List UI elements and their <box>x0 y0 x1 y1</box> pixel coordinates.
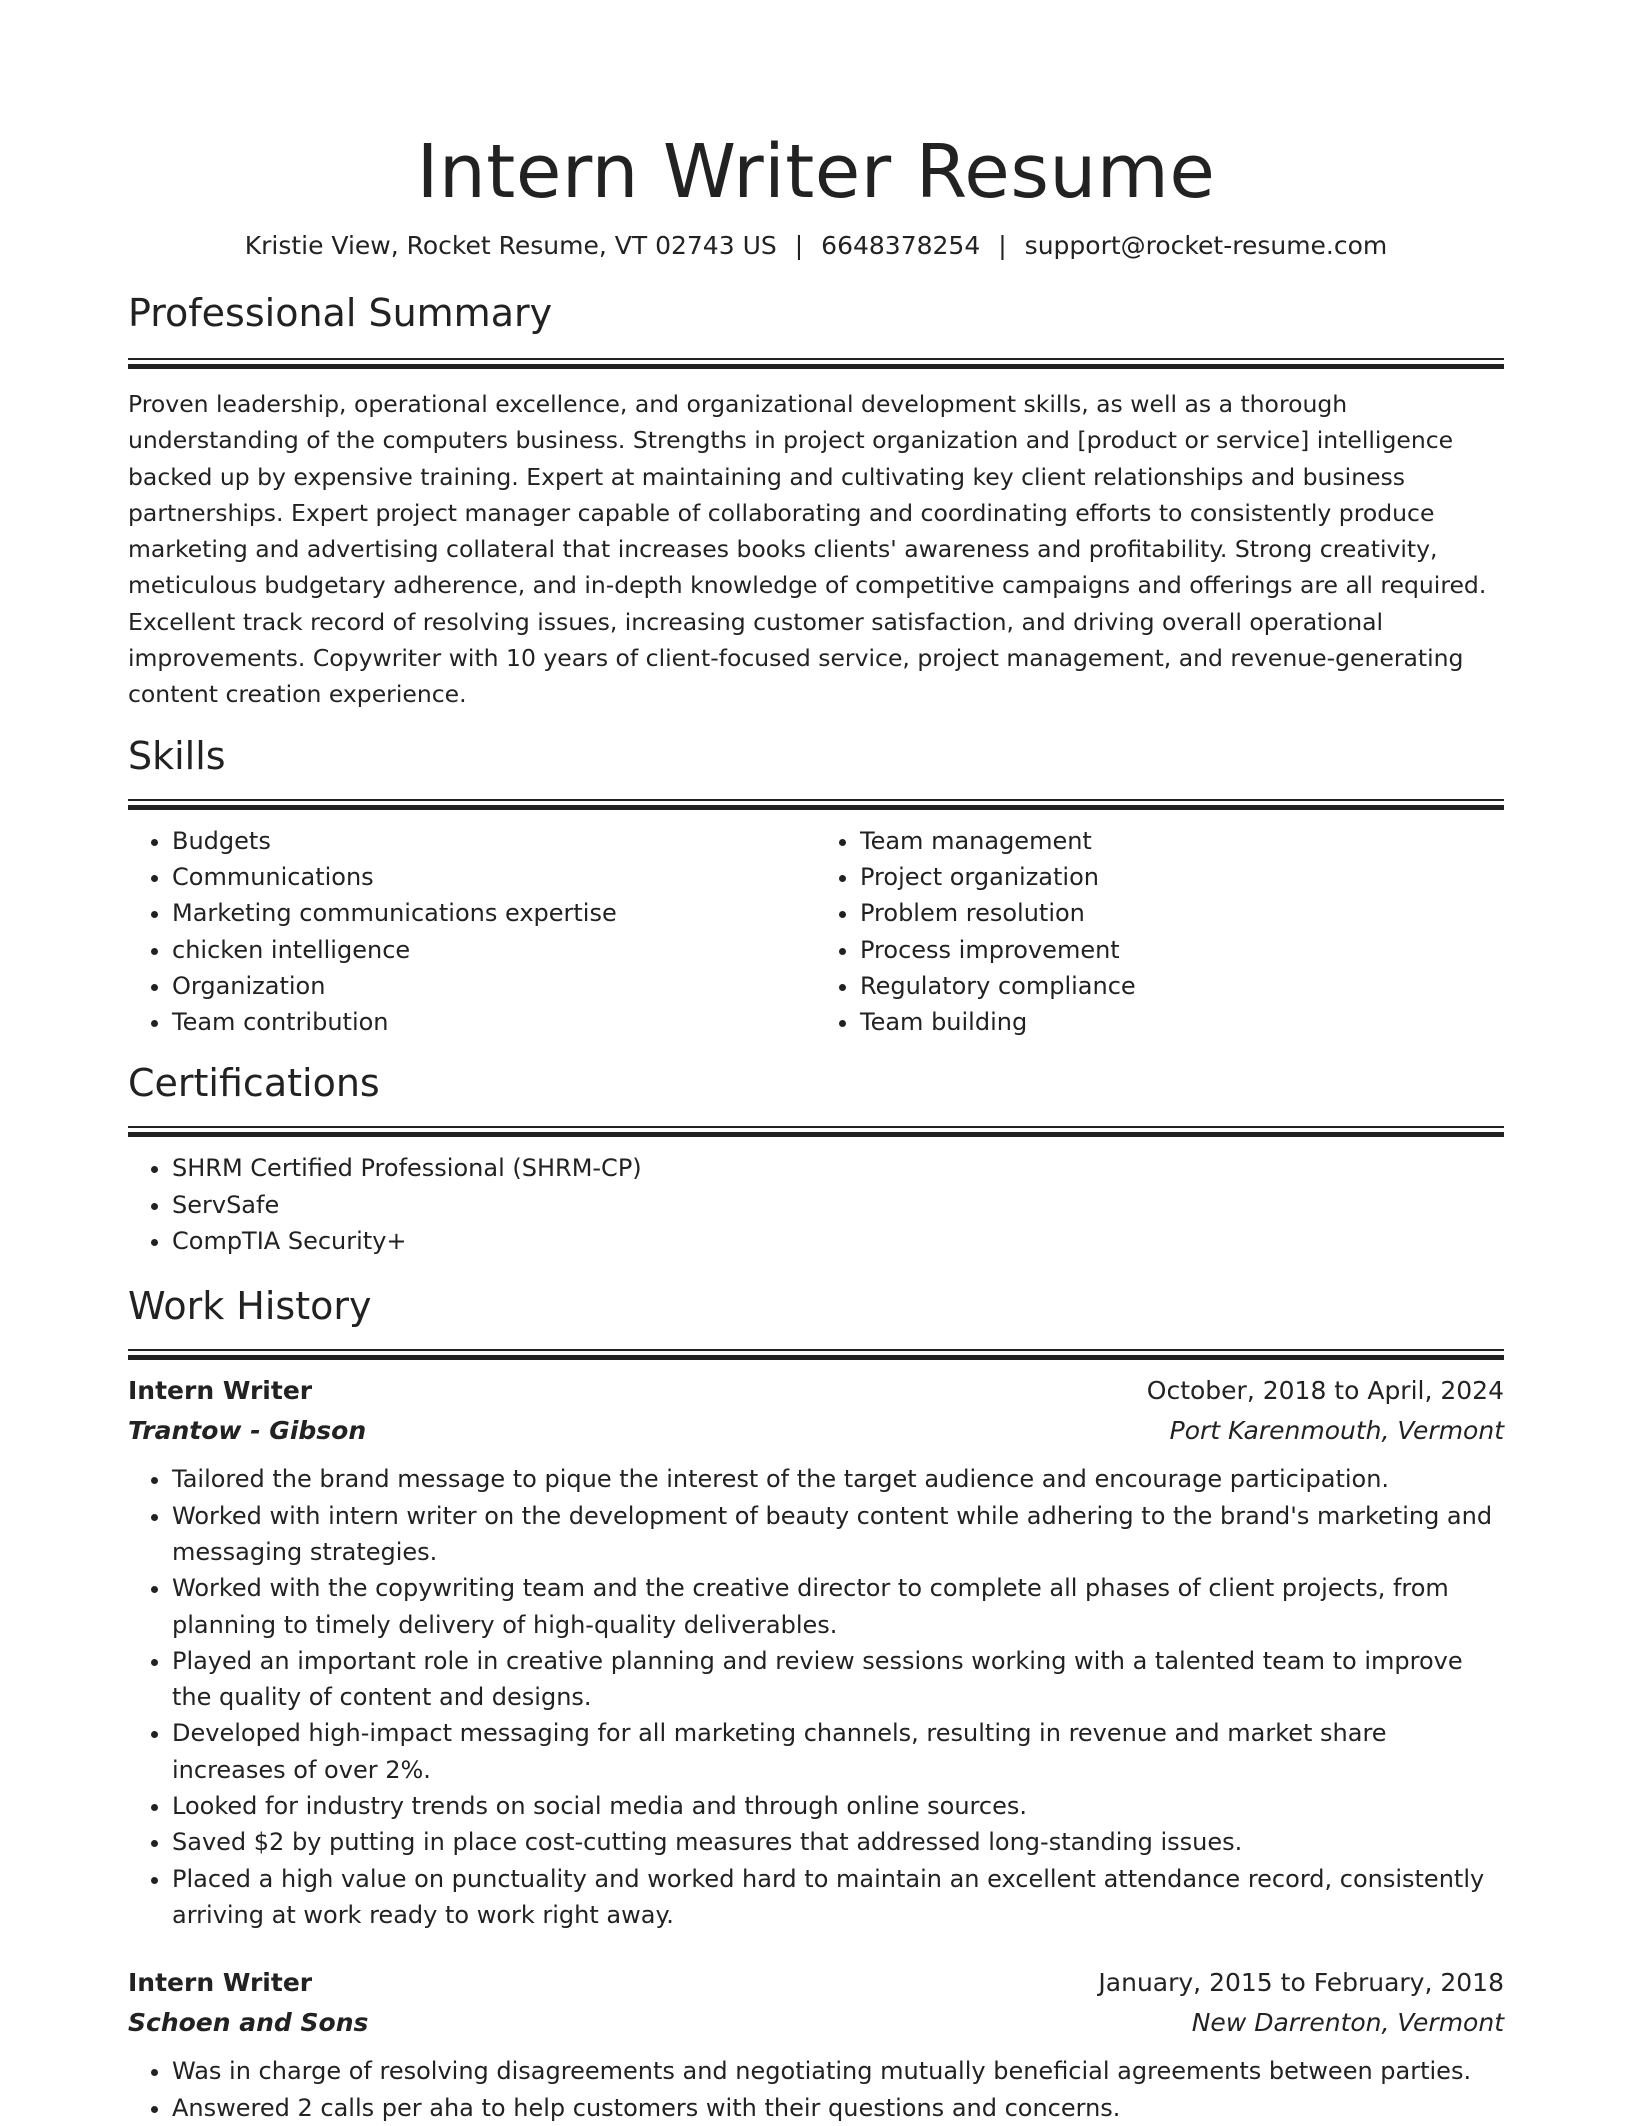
job-entry <box>128 1963 1504 2126</box>
certification-item: • SHRM Certified Professional (SHRM-CP) <box>172 1150 1504 1186</box>
resume-title: Intern Writer Resume <box>416 129 1216 215</box>
skills-section <box>128 731 1504 1041</box>
job-bullet: • Developed high-impact messaging for all marketing channels, resulting in revenue and market share increases of over 2%. <box>172 1715 1504 1788</box>
job-header <box>128 1963 1504 2003</box>
job-entry <box>128 1371 1504 1933</box>
skill-item: • Team building <box>860 1004 1504 1040</box>
skill-item: • Budgets <box>172 823 816 859</box>
job-company: Trantow - Gibson <box>128 1416 367 1446</box>
skill-item: • chicken intelligence <box>172 932 816 968</box>
job-bullets <box>128 1461 1504 1933</box>
section-divider <box>128 1126 1504 1136</box>
skills-list-left <box>128 823 816 1041</box>
contact-email: support@rocket-resume.com <box>1024 231 1388 260</box>
skill-item: • Process improvement <box>860 932 1504 968</box>
summary-heading: Professional Summary <box>128 291 553 335</box>
job-title: Intern Writer <box>128 1968 313 1998</box>
job-location: Port Karenmouth, Vermont <box>1169 1416 1504 1446</box>
job-bullet: • Tailored the brand message to pique the interest of the target audience and encourage participation. <box>172 1461 1504 1497</box>
certifications-section <box>128 1058 1504 1259</box>
certification-item: • CompTIA Security+ <box>172 1223 1504 1259</box>
skill-item: • Team contribution <box>172 1004 816 1040</box>
skill-item: • Problem resolution <box>860 895 1504 931</box>
summary-text: Proven leadership, operational excellence, and organizational development skills, as well as a thorough understanding of the computers business. Strengths in project organization and [product or service] intelligence backed up by expensive training. Expert at maintaining and cultivating key client relationships and business partnerships. Expert project manager capable of collaborating and coordinating efforts to consistently produce marketing and advertising collateral that increases books clients' awareness and profitability. Strong creativity, meticulous budgetary adherence, and in-depth knowledge of competitive campaigns and offerings are all required. Excellent track record of resolving issues, increasing customer satisfaction, and driving overall operational improvements. Copywriter with 10 years of client-focused service, project management, and revenue-generating content creation experience. <box>128 390 1487 709</box>
job-subheader <box>128 1411 1504 1451</box>
job-header <box>128 1371 1504 1411</box>
job-bullet: • Answered 2 calls per aha to help customers with their questions and concerns. <box>172 2090 1504 2126</box>
certifications-heading: Certifications <box>128 1061 380 1106</box>
job-dates: January, 2015 to February, 2018 <box>1098 1968 1504 1998</box>
job-bullet: • Worked with the copywriting team and the creative director to complete all phases of client projects, from planning to timely delivery of high-quality deliverables. <box>172 1570 1504 1643</box>
job-bullet: • Looked for industry trends on social media and through online sources. <box>172 1788 1504 1824</box>
work-history-heading: Work History <box>128 1284 372 1329</box>
job-company: Schoen and Sons <box>128 2008 369 2038</box>
work-history-section <box>128 1281 1504 2125</box>
certification-item: • ServSafe <box>172 1187 1504 1223</box>
certifications-list <box>128 1150 1504 1259</box>
job-title: Intern Writer <box>128 1376 313 1406</box>
section-divider <box>128 1349 1504 1359</box>
job-bullets <box>128 2053 1504 2126</box>
skill-item: • Project organization <box>860 859 1504 895</box>
contact-separator: | <box>794 231 804 260</box>
contact-separator: | <box>998 231 1007 260</box>
skill-item: • Organization <box>172 968 816 1004</box>
skills-columns <box>128 823 1504 1041</box>
contact-address: Kristie View, Rocket Resume, VT 02743 US <box>244 231 777 260</box>
job-bullet: • Played an important role in creative planning and review sessions working with a talented team to improve the quality of content and designs. <box>172 1643 1504 1716</box>
skill-item: • Regulatory compliance <box>860 968 1504 1004</box>
skills-heading: Skills <box>128 733 226 778</box>
job-location: New Darrenton, Vermont <box>1191 2008 1504 2038</box>
section-divider <box>128 358 1504 368</box>
contact-line <box>128 228 1504 264</box>
job-bullet: • Placed a high value on punctuality and worked hard to maintain an excellent attendance record, consistently arriving at work ready to work right away. <box>172 1861 1504 1934</box>
skill-item: • Communications <box>172 859 816 895</box>
summary-section <box>128 288 1504 713</box>
job-subheader <box>128 2003 1504 2043</box>
resume-content <box>128 118 1504 2126</box>
job-bullet: • Saved $2 by putting in place cost-cutting measures that addressed long-standing issues. <box>172 1824 1504 1860</box>
contact-phone: 6648378254 <box>821 231 981 260</box>
skills-list-right <box>816 823 1504 1041</box>
section-divider <box>128 799 1504 809</box>
job-bullet: • Was in charge of resolving disagreements and negotiating mutually beneficial agreements between parties. <box>172 2053 1504 2089</box>
job-bullet: • Worked with intern writer on the development of beauty content while adhering to the brand's marketing and messaging strategies. <box>172 1498 1504 1571</box>
skill-item: • Team management <box>860 823 1504 859</box>
job-dates: October, 2018 to April, 2024 <box>1146 1376 1504 1406</box>
skill-item: • Marketing communications expertise <box>172 895 816 931</box>
